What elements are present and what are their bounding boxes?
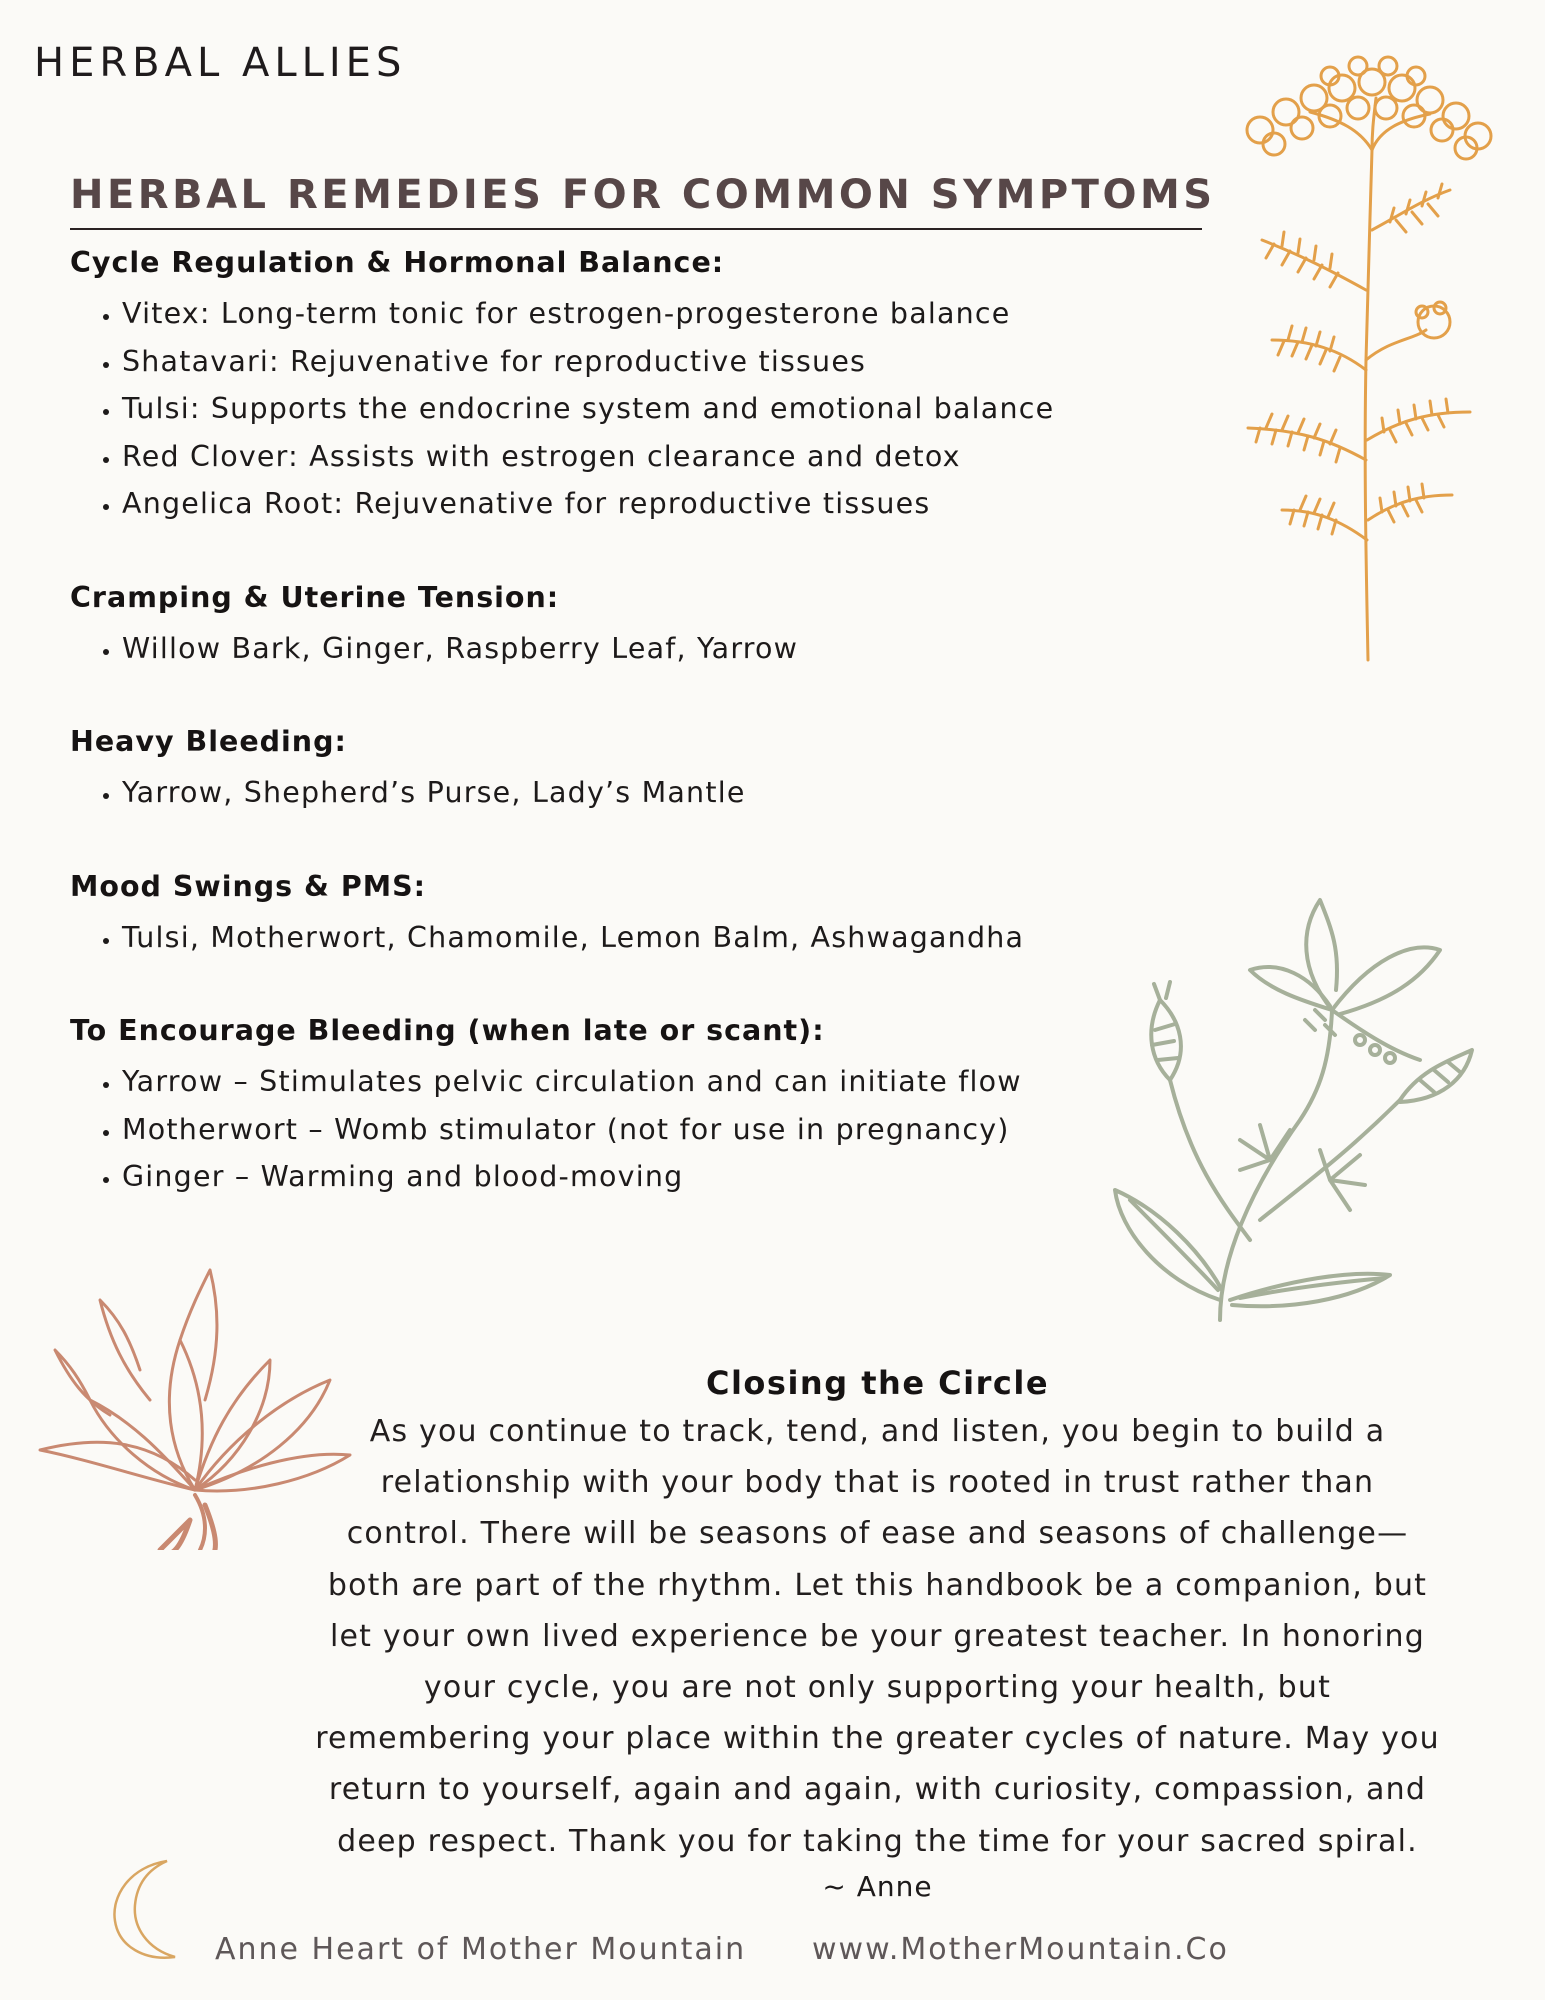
list-item: • Ginger – Warming and blood-moving: [122, 1153, 1130, 1201]
yarrow-illustration-icon: [1190, 40, 1520, 670]
list-item: • Shatavari: Rejuvenative for reproductive tissues: [122, 338, 1130, 386]
footer-name: Anne Heart of Mother Mountain: [215, 1932, 747, 1967]
crescent-moon-icon: [105, 1855, 195, 1965]
page-label: HERBAL ALLIES: [34, 40, 407, 86]
closing-line: your cycle, you are not only supporting your health, but: [423, 1670, 1332, 1706]
list-item: • Tulsi, Motherwort, Chamomile, Lemon Balm, Ashwagandha: [122, 914, 1130, 962]
remedy-list: [70, 290, 1130, 528]
section-title: To Encourage Bleeding (when late or scant):: [70, 1014, 825, 1047]
list-item: • Vitex: Long-term tonic for estrogen-progesterone balance: [122, 290, 1130, 338]
closing-line: remembering your place within the greater cycles of nature. May you: [315, 1721, 1440, 1757]
remedy-list: [70, 914, 1130, 962]
list-item: • Angelica Root: Rejuvenative for reproductive tissues: [122, 480, 1130, 528]
closing-title: Closing the Circle: [705, 1364, 1050, 1402]
list-item: • Yarrow, Shepherd’s Purse, Lady’s Mantle: [122, 769, 1130, 817]
closing-line: control. There will be seasons of ease and seasons of challenge—: [346, 1516, 1409, 1552]
remedies-list: [70, 240, 1130, 1248]
list-item: • Willow Bark, Ginger, Raspberry Leaf, Yarrow: [122, 625, 1130, 673]
section-title: Cycle Regulation & Hormonal Balance:: [70, 246, 725, 279]
closing-body: [245, 1406, 1510, 1867]
remedy-list: [70, 769, 1130, 817]
section-cycle-regulation: [70, 240, 1130, 528]
closing-signature: ~ Anne: [822, 1869, 933, 1903]
herb-illustration-icon: [1100, 880, 1480, 1330]
list-item: • Red Clover: Assists with estrogen clearance and detox: [122, 433, 1130, 481]
closing-line: return to yourself, again and again, with curiosity, compassion, and: [328, 1772, 1427, 1808]
closing-line: deep respect. Thank you for taking the time for your sacred spiral.: [337, 1823, 1418, 1859]
list-item: • Yarrow – Stimulates pelvic circulation and can initiate flow: [122, 1058, 1130, 1106]
closing-section: [245, 1360, 1510, 1907]
list-item: • Tulsi: Supports the endocrine system and emotional balance: [122, 385, 1130, 433]
section-mood-swings: [70, 864, 1130, 962]
remedy-list: [70, 625, 1130, 673]
remedy-list: [70, 1058, 1130, 1201]
section-title: Mood Swings & PMS:: [70, 869, 426, 903]
section-heavy-bleeding: [70, 719, 1130, 817]
section-cramping: [70, 575, 1130, 673]
closing-line: As you continue to track, tend, and listen, you begin to build a: [369, 1414, 1386, 1449]
list-item: • Motherwort – Womb stimulator (not for use in pregnancy): [122, 1106, 1130, 1154]
title-divider: [70, 228, 1202, 230]
page-title: HERBAL REMEDIES FOR COMMON SYMPTOMS: [70, 172, 1216, 218]
closing-line: relationship with your body that is rooted in trust rather than: [380, 1465, 1375, 1501]
closing-line: let your own lived experience be your greatest teacher. In honoring: [329, 1618, 1425, 1654]
footer-url[interactable]: www.MotherMountain.Co: [812, 1932, 1229, 1967]
section-title: Heavy Bleeding:: [70, 725, 347, 758]
section-encourage-bleeding: [70, 1008, 1130, 1201]
closing-line: both are part of the rhythm. Let this handbook be a companion, but: [327, 1567, 1428, 1603]
section-title: Cramping & Uterine Tension:: [70, 580, 560, 614]
